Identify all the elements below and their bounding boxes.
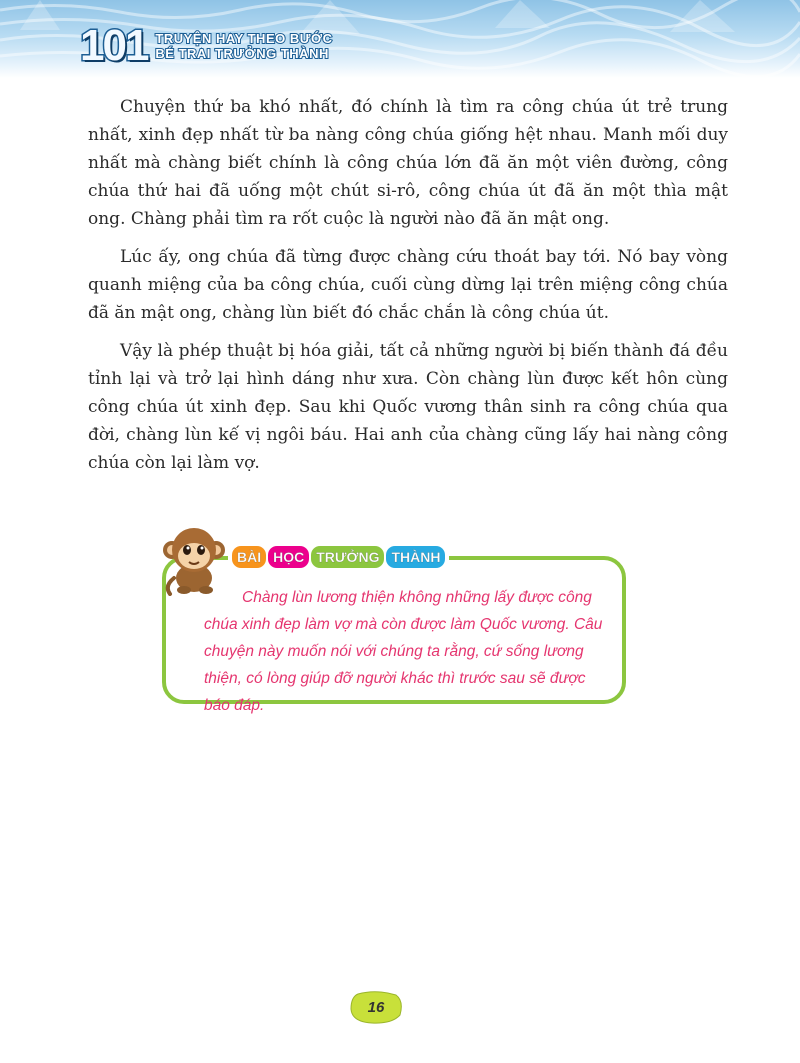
page-number: 16 (367, 999, 385, 1016)
series-title-line-2: BÉ TRAI TRƯỞNG THÀNH (155, 46, 329, 61)
monkey-icon (160, 520, 230, 596)
story-paragraph-2: Lúc ấy, ong chúa đã từng được chàng cứu thoát bay tới. Nó bay vòng quanh miệng của ba công chúa, cuối cùng dừng lại trên miệng công chúa đã ăn mật ong, chàng lùn biết đó chắc chắn là công chúa út. (88, 247, 728, 323)
book-series-logo (80, 22, 333, 70)
lesson-title (228, 546, 449, 568)
lesson-title-word: HỌC (268, 546, 309, 568)
lesson-title-word: THÀNH (386, 546, 445, 568)
lesson-title-word: TRƯỞNG (311, 546, 384, 568)
lesson-callout (160, 520, 632, 714)
story-paragraph-3: Vậy là phép thuật bị hóa giải, tất cả những người bị biến thành đá đều tỉnh lại và trở lại hình dáng như xưa. Còn chàng lùn được kết hôn cùng công chúa út xinh đẹp. Sau khi Quốc vương thân sinh ra công chúa qua đời, chàng lùn kế vị ngôi báu. Hai anh của chàng cũng lấy hai nàng công chúa còn lại làm vợ. (88, 341, 728, 473)
story-paragraph-1: Chuyện thứ ba khó nhất, đó chính là tìm ra công chúa út trẻ trung nhất, xinh đẹp nhất từ ba nàng công chúa giống hệt nhau. Manh mối duy nhất mà chàng biết chính là công chúa lớn đã ăn một viên đường, công chúa thứ hai đã uống một chút si-rô, công chúa út đã ăn một thìa mật ong. Chàng phải tìm ra rốt cuộc là người nào đã ăn mật ong. (88, 97, 728, 229)
page-number-badge (348, 991, 404, 1025)
series-title-line-1: TRUYỆN HAY THEO BƯỚC (155, 31, 333, 46)
page-header (0, 0, 800, 78)
lesson-text: Chàng lùn lương thiện không những lấy được công chúa xinh đẹp làm vợ mà còn được làm Quốc vương. Câu chuyện này muốn nói với chúng ta rằng, cứ sống lương thiện, có lòng giúp đỡ người khác thì trước sau sẽ được báo đáp. (204, 589, 603, 714)
lesson-title-word: BÀI (232, 546, 266, 568)
story-body (88, 93, 728, 487)
logo-number: 101 (80, 21, 148, 70)
